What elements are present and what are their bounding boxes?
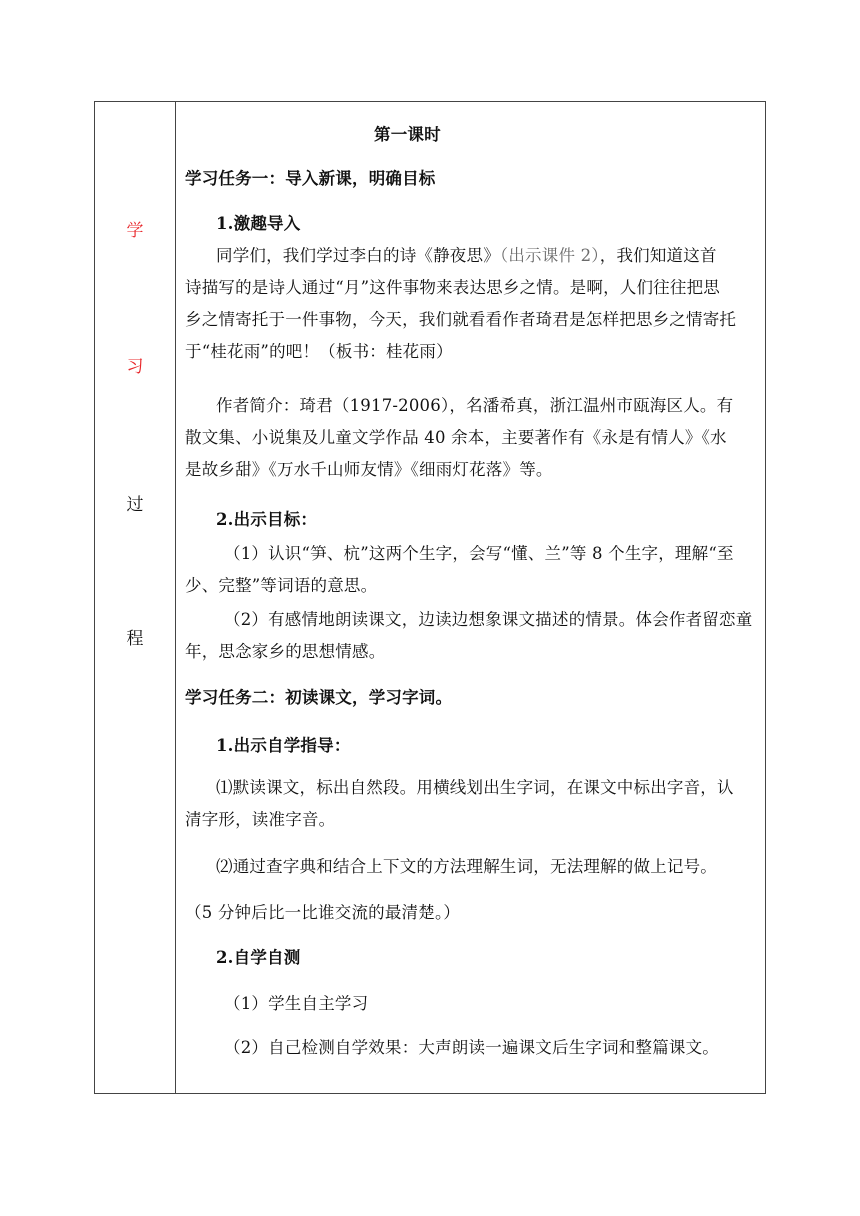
intro-line: 乡之情寄托于一件事物，今天，我们就看看作者琦君是怎样把思乡之情寄托	[185, 310, 737, 329]
column-divider	[175, 102, 176, 1093]
guide-line: 清字形，读准字音。	[185, 810, 336, 829]
goal-line: 少、完整”等词语的意思。	[185, 576, 378, 595]
courseware-note: （出示课件 2）	[499, 246, 600, 265]
goal-line: （2）有感情地朗读课文，边读边想象课文描述的情景。体会作者留恋童	[224, 610, 753, 629]
goal-line: （1）认识“笋、杭”这两个生字，会写“懂、兰”等 8 个生字，理解“至	[224, 544, 734, 563]
intro-heading: 1.激趣导入	[216, 214, 301, 233]
self-test-heading: 2.自学自测	[216, 948, 301, 967]
author-line: 是故乡甜》《万水千山师友情》《细雨灯花落》等。	[185, 460, 553, 479]
intro-line-text: 同学们，我们学过李白的诗《静夜思》	[216, 246, 500, 265]
guide-line: ⑵通过查字典和结合上下文的方法理解生词，无法理解的做上记号。	[216, 857, 717, 876]
side-label-char: 习	[126, 357, 144, 377]
task2-heading: 学习任务二：初读课文，学习字词。	[185, 688, 453, 707]
intro-line: 于“桂花雨”的吧！（板书：桂花雨）	[185, 342, 453, 361]
task1-heading: 学习任务一：导入新课，明确目标	[185, 169, 436, 188]
intro-line-text: ，我们知道这首	[599, 246, 717, 265]
guide-line: ⑴默读课文，标出自然段。用横线划出生字词，在课文中标出字音，认	[216, 778, 734, 797]
self-test-item: （2）自己检测自学效果：大声朗读一遍课文后生字词和整篇课文。	[224, 1038, 719, 1057]
author-line: 作者简介：琦君（1917-2006），名潘希真，浙江温州市瓯海区人。有	[216, 396, 734, 415]
side-label-char: 过	[126, 495, 144, 515]
goals-heading: 2.出示目标：	[216, 510, 318, 529]
goal-line: 年，思念家乡的思想情感。	[185, 642, 386, 661]
intro-line	[216, 242, 717, 266]
lesson-title: 第一课时	[374, 125, 441, 144]
side-label-char: 程	[126, 629, 144, 649]
self-test-item: （1）学生自主学习	[224, 994, 369, 1013]
guide-note: （5 分钟后比一比谁交流的最清楚。）	[185, 903, 461, 922]
guide-heading: 1.出示自学指导：	[216, 736, 351, 755]
intro-line: 诗描写的是诗人通过“月”这件事物来表达思乡之情。是啊，人们往往把思	[185, 278, 720, 297]
author-line: 散文集、小说集及儿童文学作品 40 余本，主要著作有《永是有情人》《水	[185, 428, 727, 447]
side-label-char: 学	[126, 221, 144, 241]
